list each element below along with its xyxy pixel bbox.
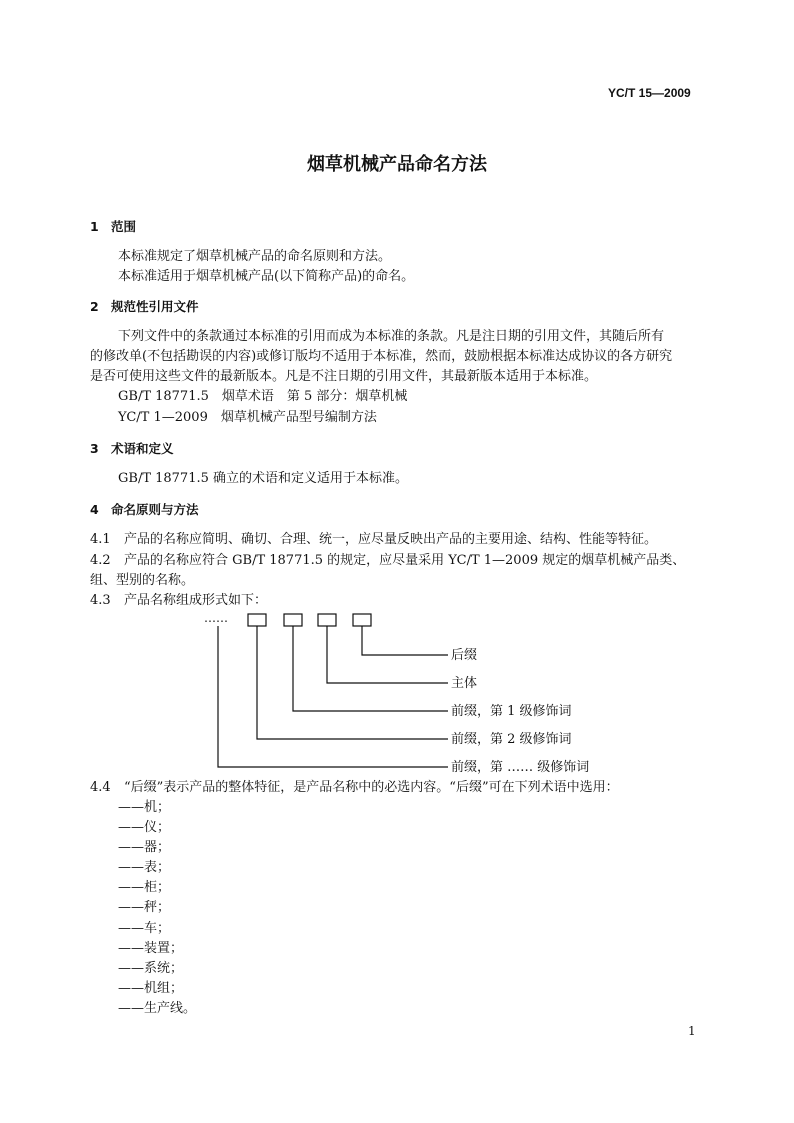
diagram-label-prefix-n: 前缀，第 …… 级修饰词 — [451, 760, 590, 775]
references-line-2: 的修改单(不包括勘误的内容)或修订版均不适用于本标准，然而，鼓励根据本标准达成协议的各方研究 — [90, 349, 673, 364]
terms-paragraph: GB/T 18771.5 确立的术语和定义适用于本标准。 — [118, 471, 409, 486]
suffix-term-item: ——柜； — [118, 880, 171, 895]
document-code: YC/T 15—2009 — [608, 86, 691, 100]
section-3-heading: 术语和定义 — [111, 441, 174, 456]
section-2-heading: 规范性引用文件 — [111, 299, 199, 314]
diagram-box-prefix-2 — [248, 614, 266, 626]
scope-paragraph-2: 本标准适用于烟草机械产品(以下简称产品)的命名。 — [118, 269, 415, 284]
diagram-label-main: 主体 — [451, 676, 478, 691]
clause-4-2-number: 4.2 — [90, 553, 111, 568]
section-3-number: 3 — [90, 441, 99, 456]
diagram-line-prefix-1 — [293, 626, 448, 711]
suffix-term-item: ——装置； — [118, 941, 184, 956]
clause-4-4-text: “后缀”表示产品的整体特征，是产品名称中的必选内容。“后缀”可在下列术语中选用： — [124, 780, 619, 795]
clause-4-3-number: 4.3 — [90, 593, 111, 608]
suffix-term-item: ——机组； — [118, 981, 184, 996]
suffix-term-item: ——秤； — [118, 900, 171, 915]
references-line-1: 下列文件中的条款通过本标准的引用而成为本标准的条款。凡是注日期的引用文件，其随后所有 — [118, 329, 665, 344]
page-number: 1 — [688, 1024, 696, 1038]
clause-4-2-line-1: 产品的名称应符合 GB/T 18771.5 的规定，应尽量采用 YC/T 1—2009 规定的烟草机械产品类、 — [124, 553, 686, 568]
clause-4-1-text: 产品的名称应简明、确切、合理、统一，应尽量反映出产品的主要用途、结构、性能等特征。 — [124, 532, 658, 547]
diagram-line-suffix — [362, 626, 448, 655]
diagram-ellipsis: …… — [204, 611, 228, 625]
diagram-box-suffix — [353, 614, 371, 626]
clause-4-3-text: 产品名称组成形式如下： — [124, 593, 268, 608]
suffix-term-item: ——系统； — [118, 961, 184, 976]
diagram-box-prefix-1 — [284, 614, 302, 626]
suffix-term-item: ——生产线。 — [118, 1001, 197, 1016]
page-title: 烟草机械产品命名方法 — [307, 154, 487, 175]
diagram-label-suffix: 后缀 — [451, 648, 478, 663]
suffix-term-item: ——表； — [118, 860, 171, 875]
section-1-number: 1 — [90, 219, 99, 234]
suffix-term-item: ——仪； — [118, 820, 171, 835]
section-4-number: 4 — [90, 502, 99, 517]
diagram-box-main — [318, 614, 336, 626]
section-4-heading: 命名原则与方法 — [111, 502, 199, 517]
scope-paragraph-1: 本标准规定了烟草机械产品的命名原则和方法。 — [118, 249, 392, 264]
diagram-line-prefix-n — [218, 626, 448, 767]
section-2-number: 2 — [90, 299, 99, 314]
suffix-term-item: ——车； — [118, 921, 171, 936]
clause-4-4-number: 4.4 — [90, 780, 111, 795]
diagram-label-prefix-1: 前缀，第 1 级修饰词 — [451, 704, 572, 719]
clause-4-1-number: 4.1 — [90, 532, 111, 547]
suffix-term-item: ——机； — [118, 800, 171, 815]
clause-4-2-line-2: 组、型别的名称。 — [90, 573, 195, 588]
diagram-label-prefix-2: 前缀，第 2 级修饰词 — [451, 732, 572, 747]
section-1-heading: 范围 — [111, 219, 137, 234]
references-line-3: 是否可使用这些文件的最新版本。凡是不注日期的引用文件，其最新版本适用于本标准。 — [90, 369, 598, 384]
reference-item-1: GB/T 18771.5 烟草术语 第 5 部分：烟草机械 — [118, 389, 408, 404]
suffix-term-item: ——器； — [118, 840, 171, 855]
reference-item-2: YC/T 1—2009 烟草机械产品型号编制方法 — [118, 410, 377, 425]
